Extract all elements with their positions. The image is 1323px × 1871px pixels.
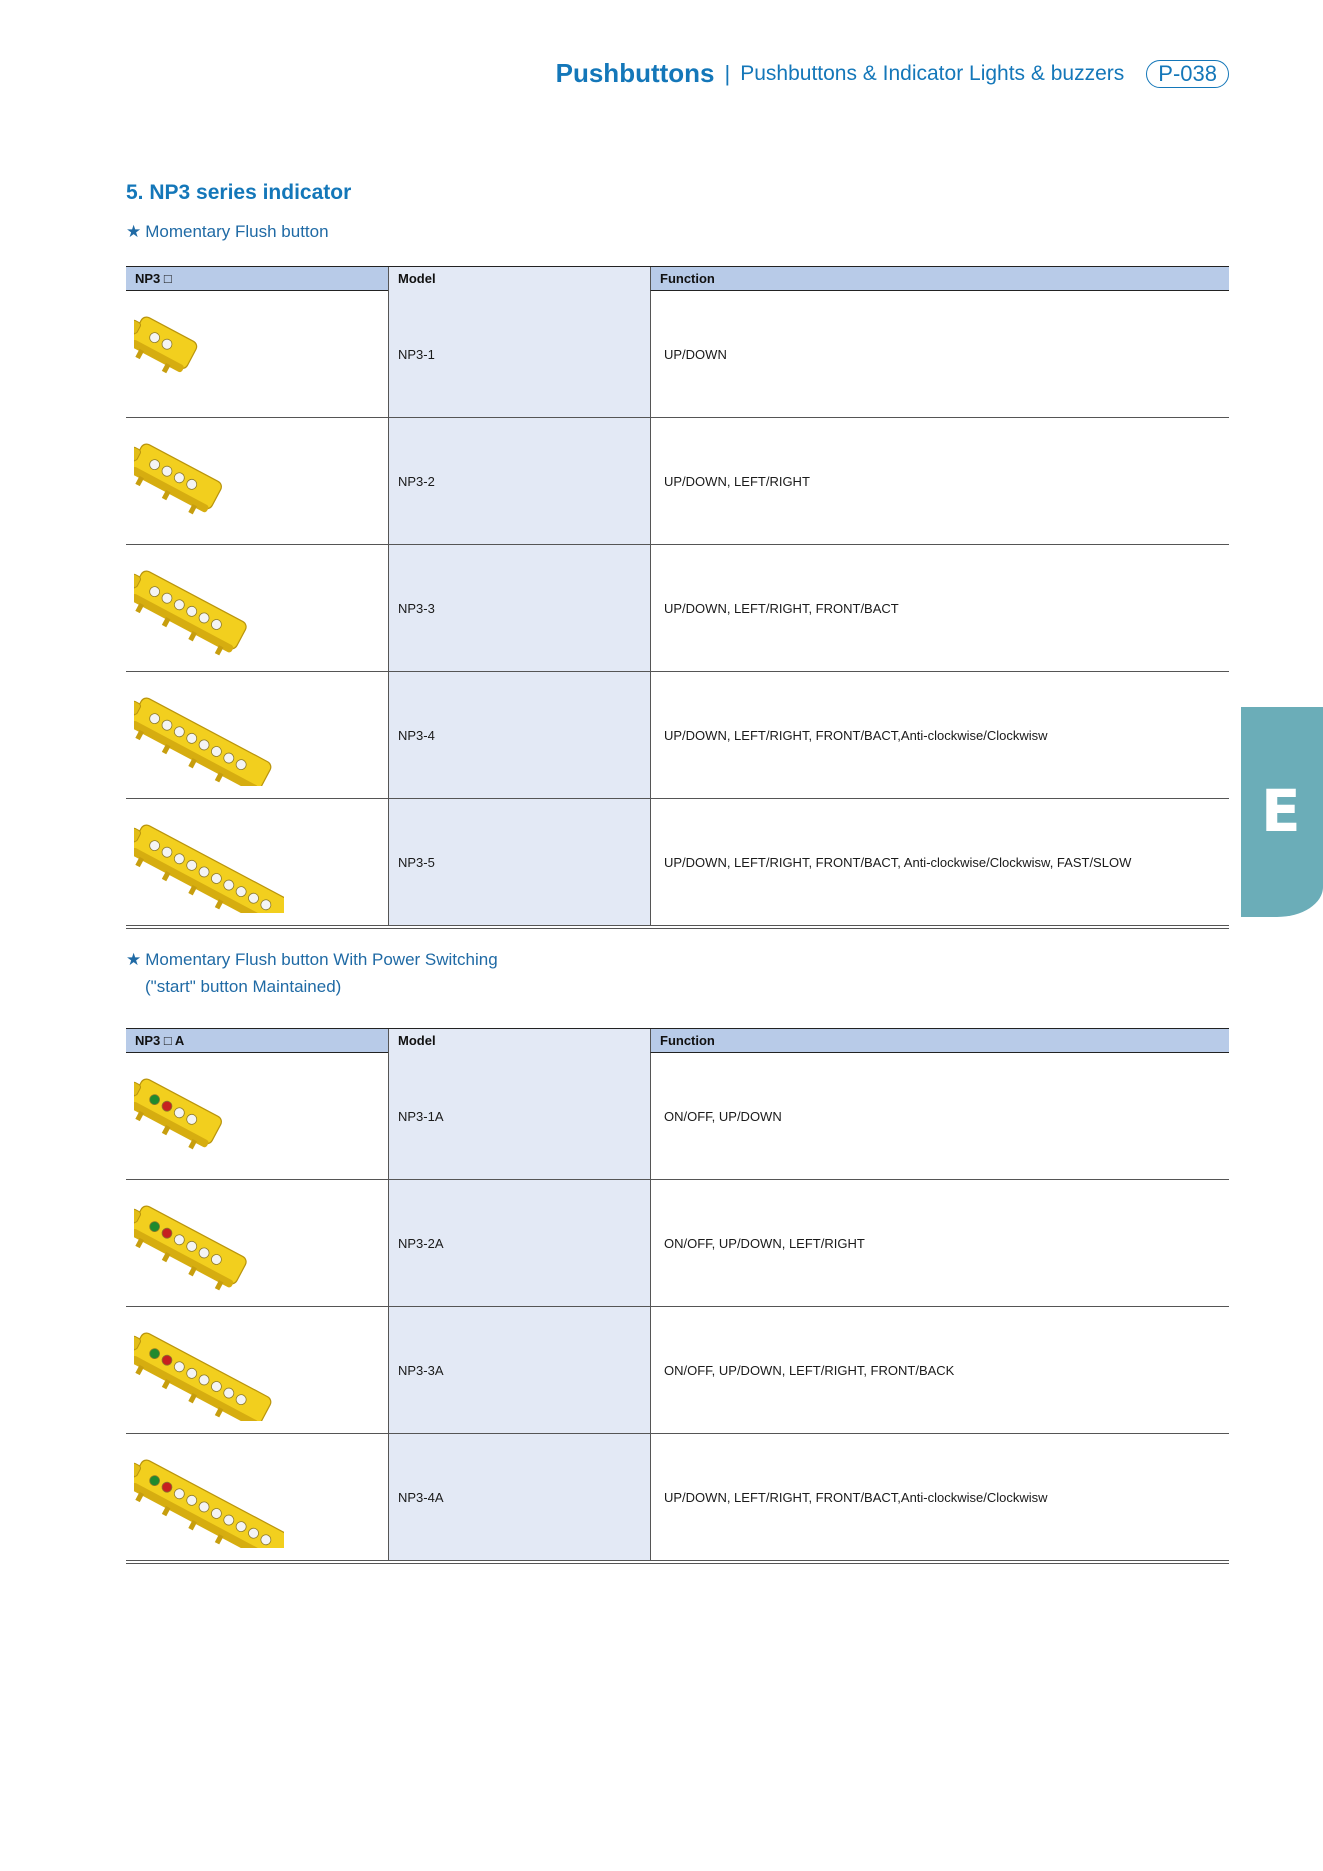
- table-row: [126, 1434, 1229, 1564]
- product-image-cell: [126, 1053, 388, 1179]
- header-subtitle: Pushbuttons & Indicator Lights & buzzers: [740, 61, 1125, 85]
- header-function: Function: [650, 267, 1229, 291]
- section-side-tab: [1241, 707, 1323, 917]
- product-image-cell: [126, 672, 388, 798]
- header-title: Pushbuttons: [555, 58, 715, 88]
- pendant-control-image: [134, 813, 284, 913]
- pendant-control-image: [134, 305, 284, 405]
- pendant-control-image: [134, 686, 284, 786]
- function-cell: UP/DOWN, LEFT/RIGHT, FRONT/BACT, Anti-clockwise/Clockwisw, FAST/SLOW: [650, 799, 1229, 925]
- table1-subtitle: ★ Momentary Flush button: [126, 222, 329, 241]
- table-header: [126, 266, 1229, 291]
- product-table-momentary: [126, 266, 1229, 929]
- pendant-control-image: [134, 1067, 284, 1167]
- function-cell: UP/DOWN, LEFT/RIGHT: [650, 418, 1229, 544]
- side-tab-letter: E: [1261, 777, 1301, 845]
- product-image-cell: [126, 291, 388, 417]
- pendant-control-image: [134, 1321, 284, 1421]
- page-header: [556, 58, 1229, 89]
- product-image-cell: [126, 545, 388, 671]
- function-cell: UP/DOWN, LEFT/RIGHT, FRONT/BACT: [650, 545, 1229, 671]
- model-cell: NP3-5: [388, 799, 650, 925]
- model-cell: NP3-4A: [388, 1434, 650, 1560]
- model-cell: NP3-1: [388, 291, 650, 417]
- model-cell: NP3-2A: [388, 1180, 650, 1306]
- table-row: [126, 1307, 1229, 1434]
- table2-subtitle: ★ Momentary Flush button With Power Switching ("start" button Maintained): [126, 950, 498, 996]
- model-cell: NP3-3A: [388, 1307, 650, 1433]
- function-cell: ON/OFF, UP/DOWN, LEFT/RIGHT, FRONT/BACK: [650, 1307, 1229, 1433]
- table-row: [126, 291, 1229, 418]
- header-model: Model: [388, 1029, 650, 1053]
- pendant-control-image: [134, 1448, 284, 1548]
- table-row: [126, 545, 1229, 672]
- page-number-badge: P-038: [1146, 60, 1229, 88]
- table-row: [126, 1180, 1229, 1307]
- table-row: [126, 799, 1229, 929]
- header-series: NP3 □ A: [126, 1029, 388, 1053]
- function-cell: UP/DOWN, LEFT/RIGHT, FRONT/BACT,Anti-clockwise/Clockwisw: [650, 672, 1229, 798]
- function-cell: ON/OFF, UP/DOWN: [650, 1053, 1229, 1179]
- model-cell: NP3-4: [388, 672, 650, 798]
- product-image-cell: [126, 1307, 388, 1433]
- star-icon: ★: [126, 950, 142, 969]
- product-table-power-switching: [126, 1028, 1229, 1564]
- model-cell: NP3-1A: [388, 1053, 650, 1179]
- star-icon: ★: [126, 222, 142, 241]
- pendant-control-image: [134, 559, 284, 659]
- product-image-cell: [126, 799, 388, 925]
- header-series: NP3 □: [126, 267, 388, 291]
- header-function: Function: [650, 1029, 1229, 1053]
- table-row: [126, 1053, 1229, 1180]
- pendant-control-image: [134, 432, 284, 532]
- section-title: 5. NP3 series indicator: [126, 181, 352, 204]
- header-separator: |: [724, 60, 731, 86]
- function-cell: UP/DOWN, LEFT/RIGHT, FRONT/BACT,Anti-clockwise/Clockwisw: [650, 1434, 1229, 1560]
- table-row: [126, 418, 1229, 545]
- model-cell: NP3-3: [388, 545, 650, 671]
- header-model: Model: [388, 267, 650, 291]
- product-image-cell: [126, 418, 388, 544]
- pendant-control-image: [134, 1194, 284, 1294]
- function-cell: UP/DOWN: [650, 291, 1229, 417]
- product-image-cell: [126, 1180, 388, 1306]
- table-row: [126, 672, 1229, 799]
- model-cell: NP3-2: [388, 418, 650, 544]
- function-cell: ON/OFF, UP/DOWN, LEFT/RIGHT: [650, 1180, 1229, 1306]
- table-header: [126, 1028, 1229, 1053]
- product-image-cell: [126, 1434, 388, 1560]
